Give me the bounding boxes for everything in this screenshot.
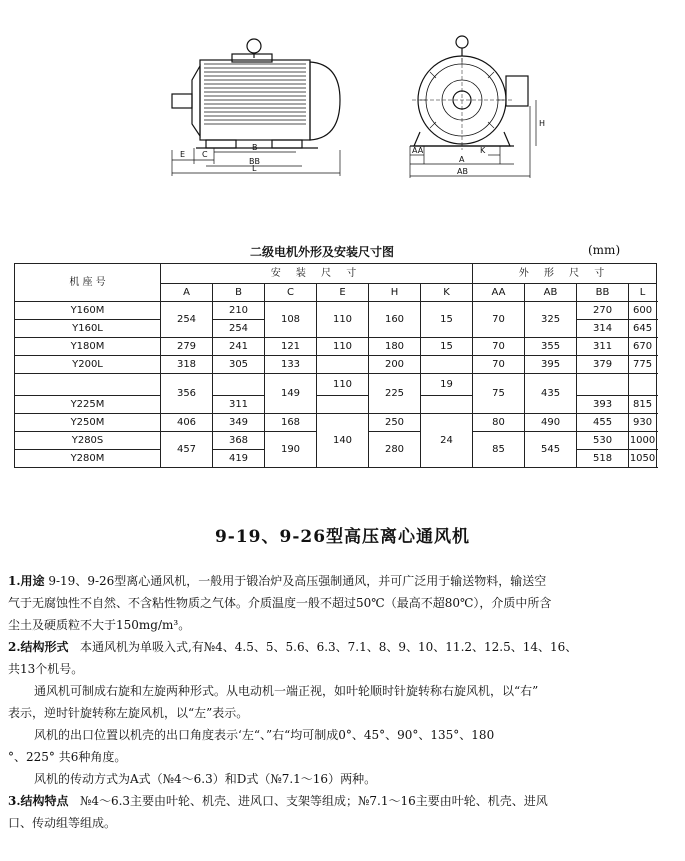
cell: 80	[473, 414, 525, 432]
dim-label-k: K	[480, 146, 486, 155]
dim-label-l: L	[252, 164, 257, 173]
table-row	[15, 356, 657, 374]
col-h: H	[369, 284, 421, 302]
cell: 254	[161, 302, 213, 338]
cell: 368	[213, 432, 265, 450]
cell: 457	[161, 432, 213, 468]
cell: 108	[265, 302, 317, 338]
paragraph-text: 通风机可制成右旋和左旋两种形式。从电动机一端正视，如叶轮顺时针旋转称右旋风机，以“右”	[34, 684, 539, 698]
paragraph-text: 气于无腐蚀性不自然、不含粘性物质之气体。介质温度一般不超过50℃（最高不超80℃），介质中所含	[8, 596, 552, 610]
cell: 356	[161, 374, 213, 414]
col-c: C	[265, 284, 317, 302]
dim-label-e: E	[180, 150, 186, 159]
table-row	[15, 374, 657, 396]
cell: 930	[629, 414, 657, 432]
table-row	[15, 302, 657, 320]
cell: 600	[629, 302, 657, 320]
dim-label-aa: AA	[412, 146, 424, 155]
table-unit: (mm)	[588, 243, 621, 257]
cell: 419	[213, 450, 265, 468]
cell: 250	[369, 414, 421, 432]
dim-label-bb: BB	[249, 157, 260, 166]
cell: 70	[473, 356, 525, 374]
frame-cell: Y160M	[15, 302, 161, 320]
cell: 314	[577, 320, 629, 338]
col-ab: AB	[525, 284, 577, 302]
motor-outline-drawings	[0, 0, 685, 200]
cell: 311	[577, 338, 629, 356]
cell	[317, 356, 369, 374]
cell: 645	[629, 320, 657, 338]
cell: 393	[577, 396, 629, 414]
cell: 355	[525, 338, 577, 356]
dim-label-ab: AB	[457, 167, 468, 176]
section-usage	[8, 570, 680, 592]
cell: 815	[629, 396, 657, 414]
col-bb: BB	[577, 284, 629, 302]
dim-label-c: C	[202, 150, 208, 159]
cell	[421, 396, 473, 414]
paragraph-text: 9-19、9-26型离心通风机，一般用于锻冶炉及高压强制通风，并可广泛用于输送物料，输送空	[48, 574, 547, 588]
cell: 225	[369, 374, 421, 414]
cell: 1000	[629, 432, 657, 450]
cell: 325	[525, 302, 577, 338]
header-install: 安 装 尺 寸	[161, 264, 473, 284]
motor-dimension-table	[14, 263, 657, 468]
cell: 435	[525, 374, 577, 414]
cell: 160	[369, 302, 421, 338]
cell: 395	[525, 356, 577, 374]
cell	[629, 374, 657, 396]
cell: 70	[473, 302, 525, 338]
paragraph-text: 口、传动组等组成。	[8, 816, 117, 830]
dim-label-h: H	[539, 119, 546, 128]
cell: 19	[421, 374, 473, 396]
section-features	[8, 790, 680, 812]
paragraph-text: 本通风机为单吸入式,有№4、4.5、5、5.6、6.3、7.1、8、9、10、11.2、12.5、14、16、	[79, 640, 578, 654]
cell: 110	[317, 374, 369, 396]
cell: 210	[213, 302, 265, 320]
paragraph-text: №4～6.3主要由叶轮、机壳、进风口、支架等组成；№7.1～16主要由叶轮、机壳、进风	[79, 794, 548, 808]
cell: 530	[577, 432, 629, 450]
paragraph-text: 风机的出口位置以机壳的出口角度表示‘左“、”右“均可制成0°、45°、90°、135°、180	[34, 728, 495, 742]
frame-cell: Y160L	[15, 320, 161, 338]
cell: 280	[369, 432, 421, 468]
col-e: E	[317, 284, 369, 302]
col-b: B	[213, 284, 265, 302]
cell: 279	[161, 338, 213, 356]
paragraph-text: 共13个机号。	[8, 662, 84, 676]
frame-cell	[15, 374, 161, 396]
cell: 545	[525, 432, 577, 468]
cell: 455	[577, 414, 629, 432]
cell: 75	[473, 374, 525, 414]
cell: 270	[577, 302, 629, 320]
dim-label-a: A	[459, 155, 465, 164]
frame-cell: Y280M	[15, 450, 161, 468]
cell: 70	[473, 338, 525, 356]
cell: 24	[421, 414, 473, 468]
motor-side-view	[172, 39, 340, 176]
page-title: 9-19、9-26型高压离心通风机	[214, 527, 471, 547]
cell: 305	[213, 356, 265, 374]
col-a: A	[161, 284, 213, 302]
cell: 15	[421, 338, 473, 356]
cell: 670	[629, 338, 657, 356]
paragraph-text: 尘土及硬质粒不大于150mg/m³。	[8, 618, 191, 632]
cell: 775	[629, 356, 657, 374]
cell: 349	[213, 414, 265, 432]
frame-cell: Y280S	[15, 432, 161, 450]
cell: 490	[525, 414, 577, 432]
cell: 110	[317, 302, 369, 338]
cell: 180	[369, 338, 421, 356]
cell	[317, 396, 369, 414]
paragraph-text: °、225° 共6种角度。	[8, 750, 127, 764]
cell: 1050	[629, 450, 657, 468]
cell: 15	[421, 302, 473, 338]
table-caption: 二级电机外形及安装尺寸图	[250, 245, 395, 259]
cell: 406	[161, 414, 213, 432]
cell: 85	[473, 432, 525, 468]
cell: 149	[265, 374, 317, 414]
header-frame: 机 座 号	[15, 264, 161, 302]
col-aa: AA	[473, 284, 525, 302]
motor-front-view	[410, 36, 536, 178]
paragraph-text: 风机的传动方式为A式（№4～6.3）和D式（№7.1～16）两种。	[34, 772, 377, 786]
frame-cell: Y200L	[15, 356, 161, 374]
section-label: 1.用途	[8, 574, 45, 588]
paragraph-text: 表示，逆时针旋转称左旋风机，以“左”表示。	[8, 706, 249, 720]
header-outline: 外 形 尺 寸	[473, 264, 657, 284]
cell	[213, 374, 265, 396]
frame-cell: Y180M	[15, 338, 161, 356]
table-row	[15, 338, 657, 356]
cell: 254	[213, 320, 265, 338]
cell: 110	[317, 338, 369, 356]
cell: 311	[213, 396, 265, 414]
cell: 190	[265, 432, 317, 468]
section-label: 3.结构特点	[8, 794, 69, 808]
cell: 121	[265, 338, 317, 356]
cell: 379	[577, 356, 629, 374]
dim-label-b: B	[252, 143, 258, 152]
cell	[577, 374, 629, 396]
frame-cell: Y225M	[15, 396, 161, 414]
table-row	[15, 414, 657, 432]
cell	[421, 356, 473, 374]
frame-cell: Y250M	[15, 414, 161, 432]
section-label: 2.结构形式	[8, 640, 69, 654]
col-l: L	[629, 284, 657, 302]
cell: 200	[369, 356, 421, 374]
cell: 133	[265, 356, 317, 374]
cell: 140	[317, 414, 369, 468]
cell: 318	[161, 356, 213, 374]
cell: 168	[265, 414, 317, 432]
cell: 241	[213, 338, 265, 356]
cell: 518	[577, 450, 629, 468]
section-structure	[8, 636, 680, 658]
col-k: K	[421, 284, 473, 302]
document-body	[8, 570, 680, 834]
